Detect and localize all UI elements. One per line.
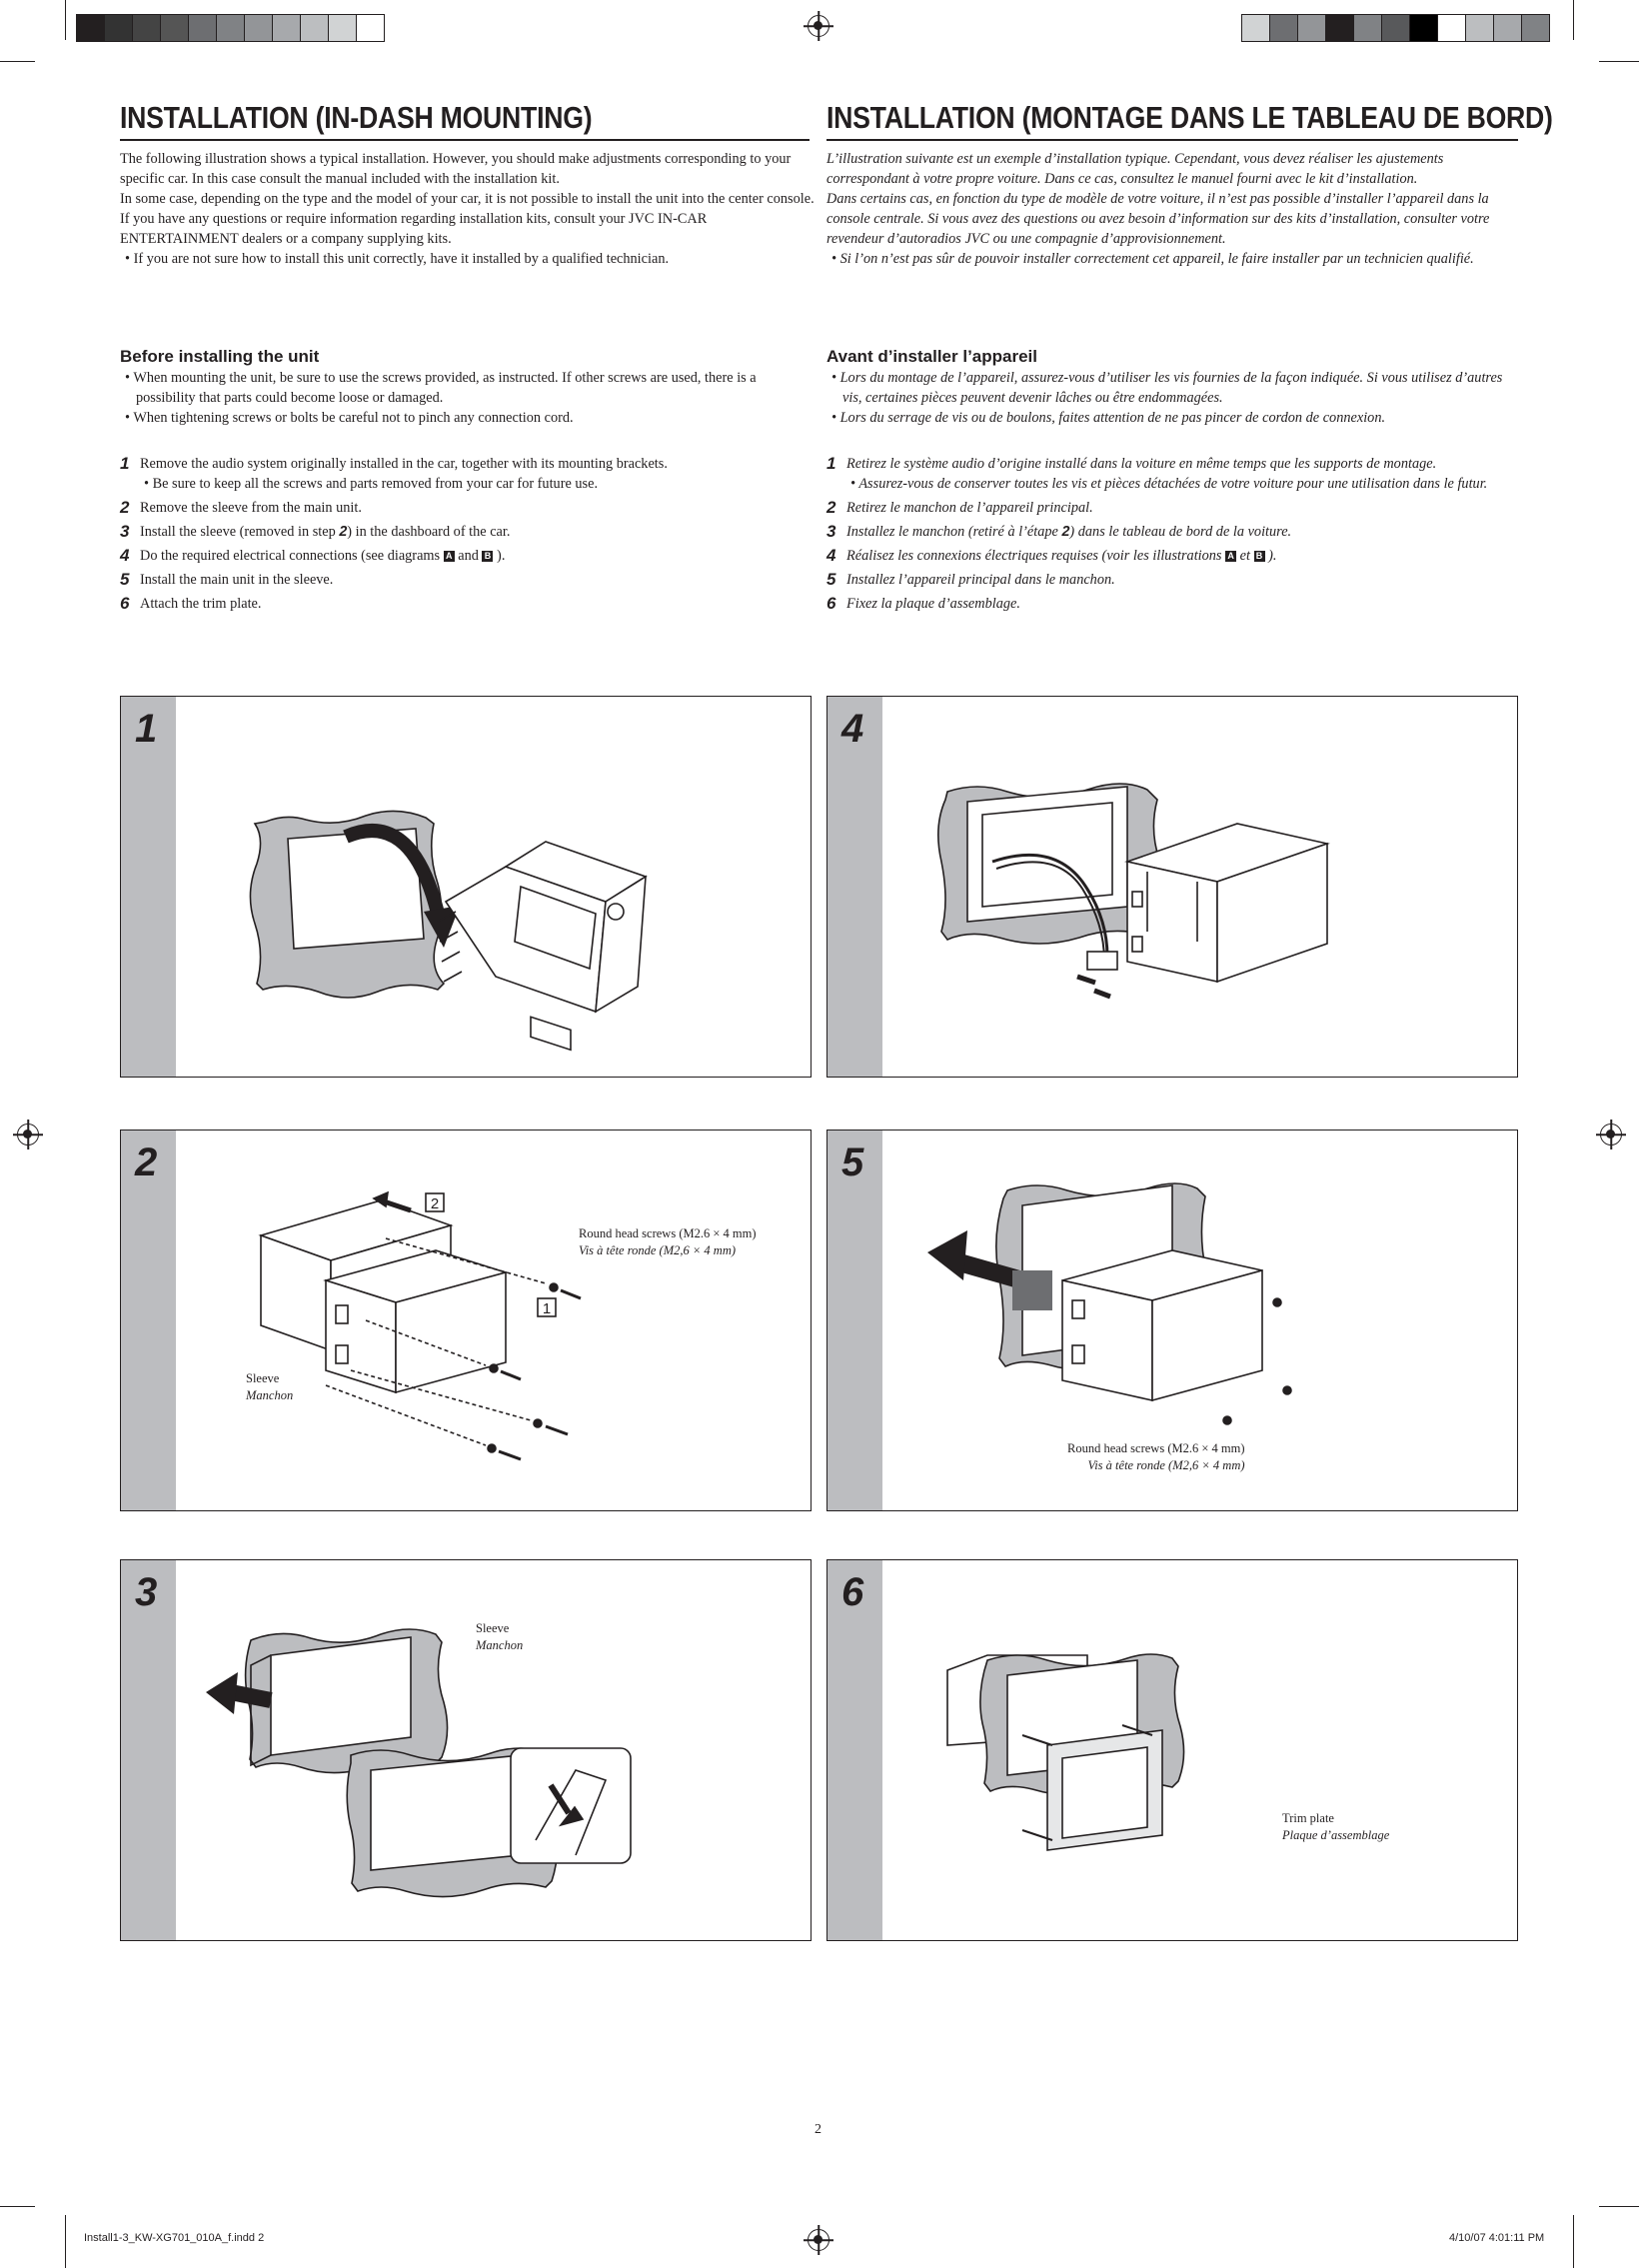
english-intro-para-1: The following illustration shows a typical installation. However, you should make adjustments corresponding to your specific car. In this case consult the manual included with the installation kit. [120,151,792,187]
step-text: Retirez le manchon de l’appareil principal. [846,500,1093,516]
step-2-panel [120,1130,812,1511]
step-reference: 2 [1061,524,1070,540]
page-number: 2 [815,2122,821,2137]
french-before-bullet: • Lors du serrage de vis ou de boulons, faites attention de ne pas pincer de cordon de connexion. [826,408,1516,428]
install-sleeve-illustration [176,1560,811,1940]
english-step-1 [120,454,815,474]
step-number: 1 [120,454,130,473]
trim-plate-label-en: Trim plate [1282,1811,1334,1825]
step-text: Réalisez les connexions électriques requises (voir les illustrations [846,548,1226,564]
step-number: 2 [826,498,836,517]
french-step-3 [826,522,1516,542]
english-step-5 [120,570,815,590]
push-arrow [231,1692,271,1700]
footer-date: 4/10/07 4:01:11 PM [1449,2232,1545,2244]
english-step-1-note: • Be sure to keep all the screws and parts removed from your car for future use. [120,474,815,494]
french-title: INSTALLATION (MONTAGE DANS LE TABLEAU DE BORD) [826,100,1553,135]
attach-trim-plate-illustration [882,1560,1517,1940]
step-5-panel [826,1130,1518,1511]
panel-strip [827,1560,882,1940]
registration-mark-left [17,1124,39,1145]
callout-2: 2 [430,1195,440,1212]
connect-arrow [1077,977,1110,997]
screws-label-fr: Vis à tête ronde (M2,6 × 4 mm) [579,1243,737,1257]
english-title-rule [120,139,810,141]
french-before-section [826,346,1516,428]
step-1-panel [120,696,812,1078]
french-step-1 [826,454,1516,474]
english-step-4 [120,546,815,566]
sleeve-label-en: Sleeve [246,1371,280,1385]
screws-label-en: Round head screws (M2.6 × 4 mm) [579,1226,757,1240]
step-number: 2 [120,498,130,517]
panel-number: 2 [135,1140,158,1184]
sleeve-label-en: Sleeve [476,1621,510,1635]
step-text: and [454,548,483,564]
screws-label [1067,1440,1245,1474]
unit-shadow [1012,1270,1052,1310]
french-step-1-note: • Assurez-vous de conserver toutes les vis et pièces détachées de votre voiture pour une utilisation dans le futur. [826,474,1516,494]
registration-mark-right [1600,1124,1622,1145]
french-intro-para-1: L’illustration suivante est un exemple d’installation typique. Cependant, vous devez réaliser les ajustements correspondant à votre propre voiture. Dans ce cas, consultez le manuel fourni avec le kit d’installation. [826,151,1444,187]
french-before-bullet: • Lors du montage de l’appareil, assurez-vous d’utiliser les vis fournies de la façon indiquée. Si vous utilisez d’autres vis, certaines pièces peuvent devenir lâches ou être endommagées. [826,368,1516,408]
screws-label-en: Round head screws (M2.6 × 4 mm) [1067,1441,1245,1455]
main-unit [1062,1250,1262,1400]
panel-strip [121,1560,176,1940]
step-text: ) dans le tableau de bord de la voiture. [1069,524,1292,540]
sleeve-label [476,1620,523,1654]
registration-mark-bottom [808,2229,829,2251]
english-before-heading: Before installing the unit [120,347,320,366]
english-intro-bullet: • If you are not sure how to install this unit correctly, have it installed by a qualified technician. [120,249,815,269]
panel-strip [827,697,882,1077]
step-4-panel [826,696,1518,1078]
french-intro-para-2: Dans certains cas, en fonction du type de modèle de votre voiture, il n’est pas possible d’installer l’appareil dans la console centrale. Si vous avez des questions ou avez besoin d’information sur des kits d’installation, consulter votre revendeur d’autoradios JVC ou une compagnie d’approvisionnement. [826,191,1490,247]
english-step-6 [120,594,815,614]
panel-number: 6 [841,1570,864,1614]
english-step-3 [120,522,815,542]
step-text: Installez le manchon (retiré à l’étape [846,524,1062,540]
step-text: Attach the trim plate. [140,596,262,612]
english-before-bullet: • When tightening screws or bolts be careful not to pinch any connection cord. [120,408,815,428]
english-before-bullet: • When mounting the unit, be sure to use the screws provided, as instructed. If other screws are used, there is a possibility that parts could become loose or damaged. [120,368,815,408]
panel-number: 5 [841,1140,864,1184]
panel-strip [121,697,176,1077]
step-number: 6 [120,594,130,613]
french-step-2 [826,498,1516,518]
diagram-a-icon: A [444,551,455,562]
step-reference: 2 [339,524,348,540]
trim-plate-label [1282,1810,1389,1844]
audio-unit [438,842,646,1050]
step-text: Install the sleeve (removed in step [140,524,340,540]
step-text: Remove the audio system originally installed in the car, together with its mounting brackets. [140,456,668,472]
step-text: Remove the sleeve from the main unit. [140,500,362,516]
step-number: 1 [826,454,836,473]
step-number: 3 [120,522,130,541]
footer-file-name: Install1-3_KW-XG701_010A_f.indd 2 [84,2232,265,2244]
step-number: 5 [120,570,130,589]
panel-number: 1 [135,707,158,751]
french-steps [826,454,1516,614]
step-number: 3 [826,522,836,541]
step-text: Retirez le système audio d’origine installé dans la voiture en même temps que les supports de montage. [846,456,1437,472]
step-text: Fixez la plaque d’assemblage. [846,596,1020,612]
diagram-b-icon: B [482,551,493,562]
step-number: 6 [826,594,836,613]
screws-label-fr: Vis à tête ronde (M2,6 × 4 mm) [1087,1458,1245,1472]
remove-audio-system-illustration [176,697,811,1077]
english-title: INSTALLATION (IN-DASH MOUNTING) [120,100,593,135]
step-text: Install the main unit in the sleeve. [140,572,334,588]
callout-1: 1 [542,1300,552,1317]
step-text: ) in the dashboard of the car. [347,524,511,540]
french-step-4 [826,546,1516,566]
electrical-connection-illustration [882,697,1517,1077]
english-step-2 [120,498,815,518]
sleeve-label-fr: Manchon [246,1388,294,1402]
panel-number: 3 [135,1570,158,1614]
panel-strip [121,1131,176,1510]
french-intro [826,149,1516,269]
registration-mark-top [808,15,829,37]
step-number: 4 [826,546,836,565]
step-3-panel [120,1559,812,1941]
english-intro-para-2: In some case, depending on the type and the model of your car, it is not possible to install the unit into the center console. If you have any questions or require information regarding installation kits, consult your JVC IN-CAR ENTERTAINMENT dealers or a company supplying kits. [120,191,815,247]
sleeve-label [246,1370,293,1404]
step-number: 5 [826,570,836,589]
step-text: Do the required electrical connections (see diagrams [140,548,444,564]
sleeve-label-fr: Manchon [476,1638,524,1652]
step-text: et [1236,548,1254,564]
french-step-6 [826,594,1516,614]
english-before-section [120,346,815,428]
trim-plate [1047,1730,1162,1850]
english-steps [120,454,815,614]
french-title-rule [826,139,1518,141]
panel-number: 4 [841,707,864,751]
french-before-heading: Avant d’installer l’appareil [826,347,1037,366]
screws-label [579,1225,757,1259]
step-text: Installez l’appareil principal dans le manchon. [846,572,1115,588]
step-number: 4 [120,546,130,565]
main-unit [1127,824,1327,982]
sleeve [271,1637,411,1755]
french-step-5 [826,570,1516,590]
panel-strip [827,1131,882,1510]
step-6-panel [826,1559,1518,1941]
diagram-a-icon: A [1225,551,1236,562]
diagram-b-icon: B [1254,551,1265,562]
step-text: ). [1264,548,1277,564]
trim-plate-label-fr: Plaque d’assemblage [1282,1828,1390,1842]
french-intro-bullet: • Si l’on n’est pas sûr de pouvoir installer correctement cet appareil, le faire installer par un technicien qualifié. [826,249,1516,269]
remove-sleeve-illustration [176,1131,811,1510]
english-intro [120,149,815,269]
step-text: ). [493,548,506,564]
